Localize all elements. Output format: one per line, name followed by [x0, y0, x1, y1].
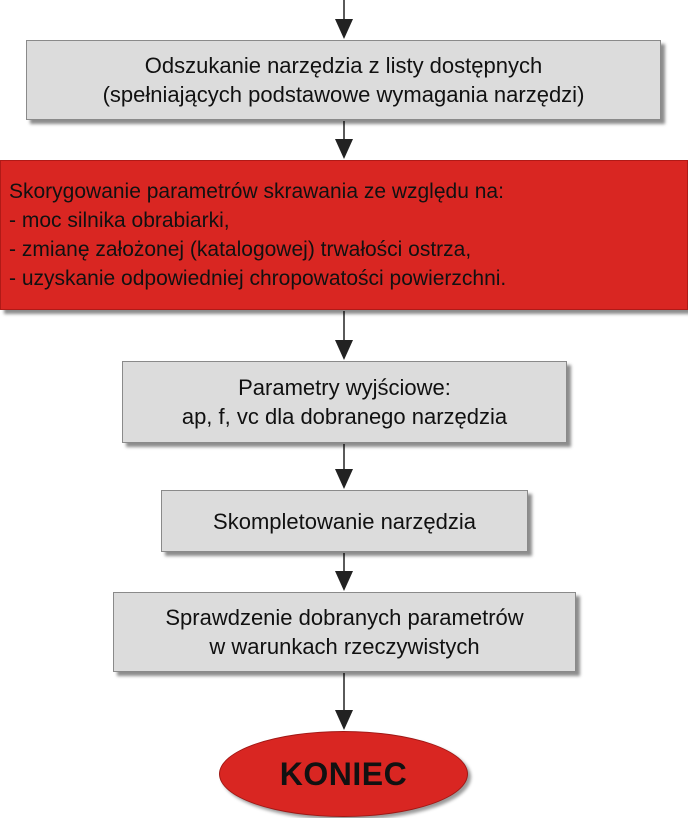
step-params-line-2: ap, f, vc dla dobranego narzędzia	[181, 404, 508, 429]
arrowhead-adjust-to-params	[335, 340, 353, 360]
arrowhead-verify-to-end	[335, 710, 353, 730]
step-adjust-item-tool-life: - zmianę założonej (katalogowej) trwałości ostrza,	[9, 238, 472, 261]
step-find-line-2: (spełniających podstawowe wymagania narzędzi)	[102, 82, 585, 107]
arrowhead-find-to-adjust	[335, 139, 353, 159]
step-verify-line-2: w warunkach rzeczywistych	[209, 634, 480, 659]
step-output-parameters-box	[122, 361, 567, 443]
step-adjust-item-motor: - moc silnika obrabiarki,	[9, 209, 230, 232]
step-verify-line-1: Sprawdzenie dobranych parametrów	[165, 605, 524, 630]
step-find-tool-box	[26, 40, 661, 120]
step-params-line-1: Parametry wyjściowe:	[238, 375, 451, 400]
arrowhead-assemble-to-verify	[335, 571, 353, 591]
end-label: KONIEC	[279, 755, 408, 792]
arrowhead-params-to-assemble	[335, 469, 353, 489]
arrowhead-incoming	[335, 19, 353, 39]
step-find-line-1: Odszukanie narzędzia z listy dostępnych	[144, 53, 543, 78]
step-assemble-line-1: Skompletowanie narzędzia	[213, 508, 476, 534]
step-adjust-item-roughness: - uzyskanie odpowiedniej chropowatości powierzchni.	[9, 267, 507, 290]
step-verify-parameters-box	[113, 592, 576, 672]
step-adjust-heading: Skorygowanie parametrów skrawania ze względu na:	[9, 180, 504, 203]
end-terminator	[219, 731, 468, 817]
step-assemble-tool-box	[161, 490, 528, 552]
step-adjust-parameters-box	[0, 160, 688, 310]
